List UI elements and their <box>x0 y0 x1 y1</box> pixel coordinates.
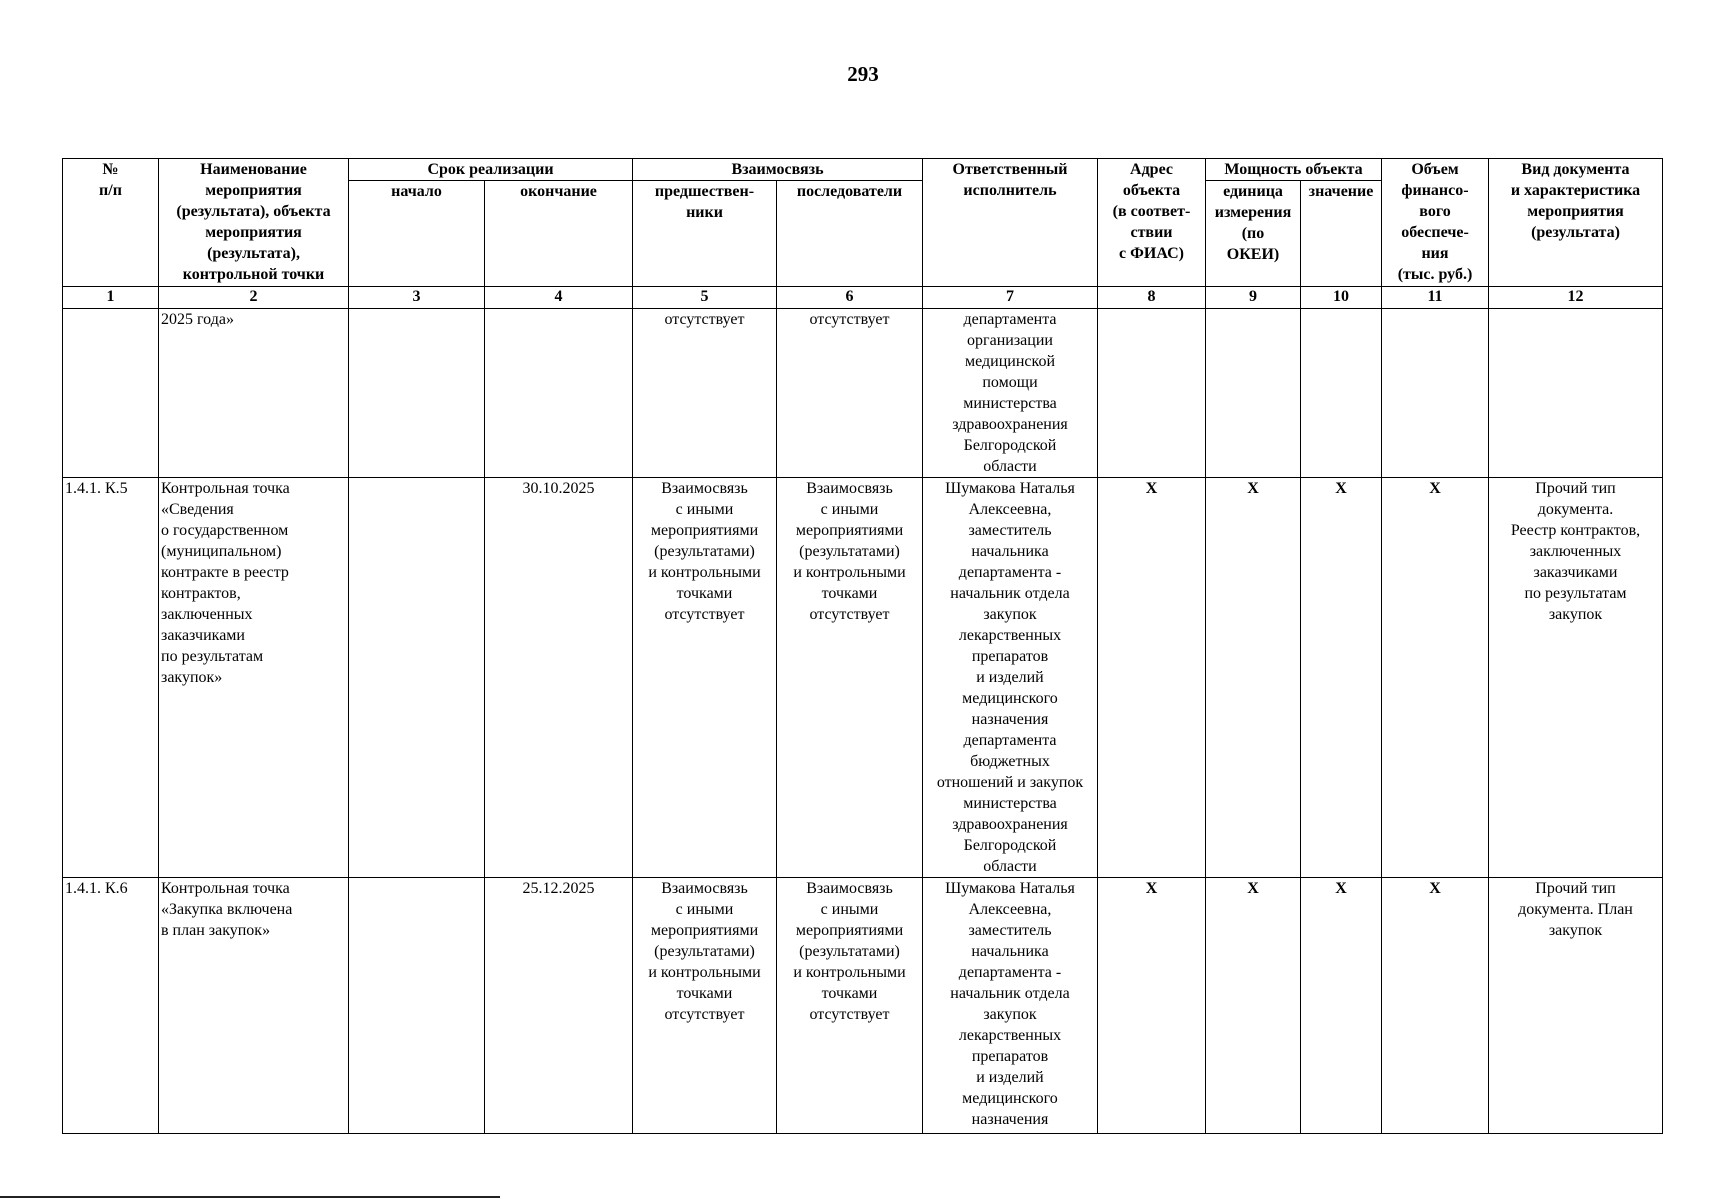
column-numbers-row <box>63 287 1663 309</box>
header-col-start: начало <box>349 181 485 287</box>
row-code <box>63 309 159 478</box>
header-col-name <box>159 159 349 287</box>
row-value: X <box>1301 478 1382 878</box>
row-name <box>159 309 349 478</box>
cell-text: 2025 года» <box>161 311 234 328</box>
row-end: 30.10.2025 <box>485 478 633 878</box>
cell-text: Наименование мероприятия (результата), объекта мероприятия (результата), контрольной точки <box>176 161 331 283</box>
column-number: 11 <box>1382 287 1489 309</box>
row-financing: X <box>1382 478 1489 878</box>
column-number: 9 <box>1206 287 1301 309</box>
header-col-address <box>1098 159 1206 287</box>
row-address <box>1098 309 1206 478</box>
cell-text: предшествен- ники <box>654 183 755 221</box>
row-successors <box>777 878 923 1134</box>
column-number: 4 <box>485 287 633 309</box>
column-number: 7 <box>923 287 1098 309</box>
header-col-unit <box>1206 181 1301 287</box>
row-document <box>1489 878 1663 1134</box>
row-document <box>1489 309 1663 478</box>
row-unit: X <box>1206 478 1301 878</box>
cell-text: Взаимосвязь с иными мероприятиями (результатами) и контрольными точками отсутствует <box>793 480 906 623</box>
header-col-responsible <box>923 159 1098 287</box>
cell-text: Объем финансо- вого обеспече- ния (тыс. руб.) <box>1397 161 1473 283</box>
cell-text: Взаимосвязь с иными мероприятиями (результатами) и контрольными точками отсутствует <box>648 480 761 623</box>
table-row <box>63 878 1663 1134</box>
column-number: 6 <box>777 287 923 309</box>
column-number: 2 <box>159 287 349 309</box>
cell-text: единица измерения (по ОКЕИ) <box>1214 183 1292 263</box>
column-number: 10 <box>1301 287 1382 309</box>
header-col-financing <box>1382 159 1489 287</box>
row-responsible <box>923 878 1098 1134</box>
cell-text: Прочий тип документа. Реестр контрактов, заключенных заказчиками по результатам закупок <box>1510 480 1641 623</box>
table-row <box>63 309 1663 478</box>
header-col-successors: последователи <box>777 181 923 287</box>
column-number: 12 <box>1489 287 1663 309</box>
column-number: 5 <box>633 287 777 309</box>
row-predecessors <box>633 478 777 878</box>
row-predecessors <box>633 878 777 1134</box>
cell-text: Прочий тип документа. План закупок <box>1518 880 1633 939</box>
cell-text: Взаимосвязь с иными мероприятиями (результатами) и контрольными точками отсутствует <box>793 880 906 1023</box>
cell-text: отсутствует <box>809 311 890 328</box>
header-group-link: Взаимосвязь <box>633 159 923 181</box>
row-end <box>485 309 633 478</box>
header-col-value: значение <box>1301 181 1382 287</box>
row-unit: X <box>1206 878 1301 1134</box>
row-name <box>159 478 349 878</box>
column-number: 3 <box>349 287 485 309</box>
header-col-end: окончание <box>485 181 633 287</box>
header-group-power: Мощность объекта <box>1206 159 1382 181</box>
row-responsible <box>923 478 1098 878</box>
cell-text: Адрес объекта (в соответ- ствии с ФИАС) <box>1112 161 1191 262</box>
row-end: 25.12.2025 <box>485 878 633 1134</box>
row-successors <box>777 478 923 878</box>
row-value: X <box>1301 878 1382 1134</box>
header-group-term: Срок реализации <box>349 159 633 181</box>
row-code: 1.4.1. К.6 <box>63 878 159 1134</box>
row-predecessors <box>633 309 777 478</box>
row-address: X <box>1098 478 1206 878</box>
row-start <box>349 878 485 1134</box>
cell-text: Контрольная точка «Закупка включена в план закупок» <box>161 880 293 939</box>
cell-text: Взаимосвязь с иными мероприятиями (результатами) и контрольными точками отсутствует <box>648 880 761 1023</box>
row-financing <box>1382 309 1489 478</box>
row-address: X <box>1098 878 1206 1134</box>
row-name <box>159 878 349 1134</box>
header-col-predecessors <box>633 181 777 287</box>
row-code: 1.4.1. К.5 <box>63 478 159 878</box>
cell-text: Шумакова Наталья Алексеевна, заместитель начальника департамента - начальник отдела закупок лекарственных препаратов и изделий медицинского назначения <box>945 880 1075 1128</box>
cell-text: Вид документа и характеристика мероприятия (результата) <box>1510 161 1641 241</box>
row-document <box>1489 478 1663 878</box>
cell-text: № п/п <box>99 161 122 199</box>
page-number: 293 <box>847 62 879 86</box>
header-col-no <box>63 159 159 287</box>
event-plan-table <box>62 158 1663 1134</box>
cell-text: Контрольная точка «Сведения о государственном (муниципальном) контракте в реестр контрактов, заключенных заказчиками по результатам закупок» <box>161 480 290 686</box>
header-row-top <box>63 159 1663 181</box>
cell-text: Шумакова Наталья Алексеевна, заместитель начальника департамента - начальник отдела закупок лекарственных препаратов и изделий медицинского назначения департамента бюджетных отношений и закупок министерства здравоохранения Белгородской области <box>936 480 1084 875</box>
row-value <box>1301 309 1382 478</box>
cell-text: Ответственный исполнитель <box>952 161 1068 199</box>
column-number: 8 <box>1098 287 1206 309</box>
table-row <box>63 478 1663 878</box>
header-col-document <box>1489 159 1663 287</box>
cell-text: отсутствует <box>664 311 745 328</box>
scan-edge-line <box>0 1196 500 1198</box>
row-responsible <box>923 309 1098 478</box>
column-number: 1 <box>63 287 159 309</box>
row-financing: X <box>1382 878 1489 1134</box>
row-successors <box>777 309 923 478</box>
row-start <box>349 478 485 878</box>
cell-text: департамента организации медицинской помощи министерства здравоохранения Белгородской области <box>952 311 1068 475</box>
row-unit <box>1206 309 1301 478</box>
row-start <box>349 309 485 478</box>
